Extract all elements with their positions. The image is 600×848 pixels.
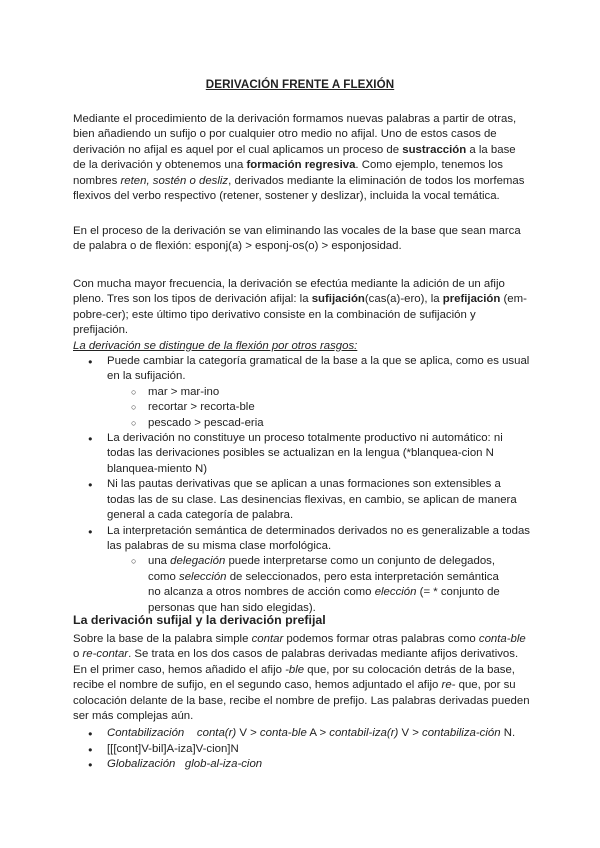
- italic-term: conta(r): [196, 727, 237, 740]
- bold-term: formación regresiva: [246, 159, 356, 172]
- text-run: . Se trata en los dos casos de palabras derivadas mediante afijos derivativos. En el primer caso, hemos añadido el afijo: [73, 648, 519, 676]
- paragraph-affixation: [73, 277, 531, 616]
- list-item-text: La derivación no constituye un proceso totalmente productivo ni automático: ni todas las derivaciones posibles se actualizan en la lengua (*blanquea-cion N blanquea-miento N): [107, 432, 503, 475]
- list-item-text: Ni las pautas derivativas que se aplican a unas formaciones son extensibles a todas las de su clase. Las desinencias flexivas, en cambio, se aplican de manera general a cada categoría de palabra.: [107, 478, 517, 522]
- bold-term: sufijación: [311, 293, 365, 306]
- text-run: , derivados mediante la eliminación de todos los morfemas flexivos del verbo respectivo (retener, sostener y deslizar), incluida la vocal temática.: [73, 174, 525, 203]
- italic-term: Globalización: [107, 758, 176, 771]
- list-item-text: Puede cambiar la categoría gramatical de la base a la que se aplica, como es usual en la sufijación.: [107, 355, 530, 383]
- italic-term: -ble: [285, 663, 305, 676]
- text-run: (= * conjunto de personas que han sido elegidas).: [148, 586, 500, 614]
- list-item: [73, 477, 531, 523]
- italic-term: reten, sostén o desliz: [120, 174, 229, 187]
- sub-list-item: ○ recortar > recorta-ble: [107, 400, 531, 415]
- paragraph-intro: [73, 112, 531, 204]
- bold-term: prefijación: [442, 293, 501, 306]
- text-run: V >: [398, 727, 423, 740]
- italic-term: contabil-iza(r): [329, 727, 399, 740]
- italic-term: elección: [374, 586, 417, 599]
- text-run: que, por su colocación detrás de la base, recibe el nombre de sufijo, en el segundo caso, hemos adjuntado el afijo: [73, 663, 515, 692]
- examples-list: [73, 726, 531, 772]
- italic-term: Contabilización: [107, 727, 185, 740]
- list-item: [73, 757, 531, 772]
- sub-list-item: [107, 554, 531, 616]
- list-item: [73, 431, 531, 477]
- text-run: En el proceso de la derivación se van eliminando las vocales de la base que sean marca de palabra o de flexión: esponj(a) > esponj-os(o) > esponjosidad.: [73, 225, 521, 253]
- text-run: o: [73, 648, 83, 661]
- italic-term: re-: [441, 679, 456, 692]
- text-run: Mediante el procedimiento de la derivación formamos nuevas palabras a partir de otras, bien añadiendo un sufijo o por cualquier otro medio no afijal. Uno de estos casos de derivación no afijal es aquel por el cual aplicamos un proceso de: [73, 113, 517, 156]
- page-title: DERIVACIÓN FRENTE A FLEXIÓN: [205, 78, 395, 91]
- list-item-text: La interpretación semántica de determinados derivados no es generalizable a todas las palabras de su misma clase morfológica.: [107, 524, 530, 552]
- text-run: a la base de la derivación y obtenemos una: [73, 143, 516, 172]
- italic-term: delegación: [170, 555, 226, 568]
- text-run: una: [148, 555, 171, 568]
- sub-list: [107, 554, 531, 616]
- italic-term: conta-ble: [259, 727, 307, 740]
- sub-list-item: ○ mar > mar-ino: [107, 385, 531, 400]
- italic-term: glob-al-iza-cion: [184, 758, 263, 771]
- features-list: [73, 354, 531, 616]
- sub-list: [107, 385, 531, 431]
- italic-term: contar: [251, 633, 284, 645]
- italic-term: re-contar: [82, 648, 129, 661]
- italic-term: selección: [179, 570, 227, 583]
- sub-list-item: ○ pescado > pescad-eria: [107, 416, 531, 431]
- italic-term: conta-ble: [478, 633, 526, 645]
- paragraph-vowels: [73, 224, 531, 255]
- text-run: de seleccionados, pero esta interpretación semántica no alcanza a otros nombres de acción como: [148, 570, 499, 599]
- list-item: [73, 354, 531, 431]
- section-heading: La derivación sufijal y la derivación prefijal: [73, 613, 326, 627]
- text-run: A >: [306, 727, 330, 740]
- list-item: [73, 742, 531, 757]
- text-run: podemos formar otras palabras como: [283, 633, 479, 645]
- bold-term: sustracción: [402, 143, 467, 156]
- italic-term: contabiliza-ción: [422, 727, 501, 740]
- text-run: V >: [236, 727, 260, 740]
- list-item-text: [[[cont]V-bil]A-iza]V-cion]N: [107, 742, 239, 755]
- text-run: N.: [500, 727, 516, 740]
- text-run: Sobre la base de la palabra simple: [73, 633, 252, 645]
- text-run: . Como ejemplo, tenemos los nombres: [73, 159, 503, 187]
- list-intro: La derivación se distingue de la flexión por otros rasgos:: [73, 339, 358, 352]
- list-item: [73, 726, 531, 741]
- text-run: Con mucha mayor frecuencia, la derivación se efectúa mediante la adición de un afijo pleno. Tres son los tipos de derivación afijal: la: [73, 278, 505, 306]
- text-run: (cas(a)-ero), la: [364, 293, 443, 306]
- text-run: que, por su colocación delante de la base, recibe el nombre de prefijo. Las palabras derivadas pueden ser más complejas aún.: [73, 679, 530, 723]
- list-item: [73, 524, 531, 616]
- text-run: (em-pobre-cer); este último tipo derivativo consiste en la combinación de sufijación y prefijación.: [73, 293, 527, 337]
- text-run: puede interpretarse como un conjunto de delegados, como: [148, 555, 496, 583]
- paragraph-suffix-prefix: [73, 632, 531, 773]
